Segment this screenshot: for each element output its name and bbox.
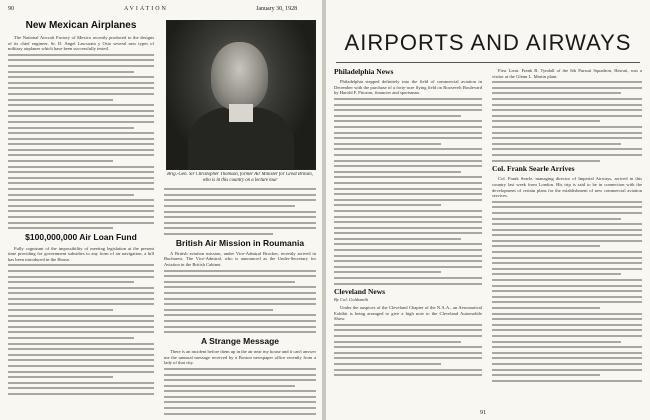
article-title: Philadelphia News bbox=[334, 68, 394, 76]
article-byline: By Col. Goldsmith bbox=[334, 297, 369, 303]
article-lead: The National Aircraft Factory of Mexico recently produced to the designs of its chief engineer, Sr. D. Angel Lascurain y Osio several new types of military airplanes which have been successfully tested. bbox=[8, 35, 154, 52]
article-lead: Under the auspices of the Cleveland Chapter of the N.A.A., an Aeronautical Exhibit is being arranged to give a high note to the Cleveland Automobile Show. bbox=[334, 305, 482, 322]
issue-date: January 30, 1928 bbox=[256, 6, 298, 12]
body-text bbox=[334, 324, 482, 376]
article-title: British Air Mission in Roumania bbox=[175, 237, 305, 248]
article-lead: First Lieut. Frank B. Tyndall of the 6th Pursuit Squadron, Hawaii, was a visitor at the Glenn L. Martin plant. bbox=[492, 68, 642, 79]
section-title: AIRPORTS AND AIRWAYS bbox=[344, 30, 632, 55]
running-title: AVIATION bbox=[124, 6, 168, 12]
article-title: A Strange Message bbox=[200, 335, 280, 346]
body-text bbox=[8, 54, 154, 229]
right-column-1 bbox=[334, 68, 482, 408]
article-title: Cleveland News bbox=[334, 287, 386, 297]
article-title: Col. Frank Searle Arrives bbox=[492, 164, 575, 174]
page-number: 90 bbox=[8, 6, 14, 12]
right-column-2 bbox=[492, 68, 642, 408]
article-lead: A British aviation mission, under Vice-Admiral Brocker, recently arrived in Bucharest. The Vice-Admiral, who is announced as the Under-Secretary for Aviation in the British Cabinet. bbox=[164, 250, 316, 268]
article-lead: Fully cognizant of the impossibility of meeting legislation at the present time providing for government subsidies to any form of air navigation, a bill has been introduced in the House. bbox=[8, 245, 154, 262]
left-column-2 bbox=[164, 172, 316, 416]
body-text bbox=[164, 368, 316, 416]
article-lead: Col. Frank Searle, managing director of Imperial Airways, arrived in this country last week from London. His trip is said to be in connection with the development of certain plans for the establishment of new commercial aviation services. bbox=[492, 176, 642, 199]
body-text bbox=[334, 98, 482, 285]
portrait-photo bbox=[166, 20, 316, 170]
article-title: $100,000,000 Air Loan Fund bbox=[25, 232, 137, 243]
article-lead: There is an incident before them up in the air near my house and it can't answer me the unusual message received by a Boston newspaper office recently from a lady of that city. bbox=[164, 349, 316, 366]
left-page bbox=[0, 0, 322, 420]
article-lead: Philadelphia stepped definitely into the field of commercial aviation in December with the purchase of a forty-acre flying field on Roosevelt Boulevard by Harold F. Pitcairn, financier and sportsman. bbox=[334, 79, 482, 96]
left-column-1 bbox=[8, 20, 154, 416]
body-text bbox=[8, 264, 154, 395]
right-page bbox=[326, 0, 650, 420]
page-number: 91 bbox=[480, 410, 486, 416]
body-text bbox=[492, 201, 642, 382]
section-rule bbox=[336, 62, 640, 63]
photo-caption: Brig.-Gen. Sir Christopher Thomson, former Air Minister for Great Britain, who is in this country on a lecture tour bbox=[167, 172, 313, 183]
body-text bbox=[164, 270, 316, 334]
article-title: New Mexican Airplanes bbox=[25, 20, 137, 31]
body-text bbox=[492, 81, 642, 161]
body-text bbox=[164, 188, 316, 235]
